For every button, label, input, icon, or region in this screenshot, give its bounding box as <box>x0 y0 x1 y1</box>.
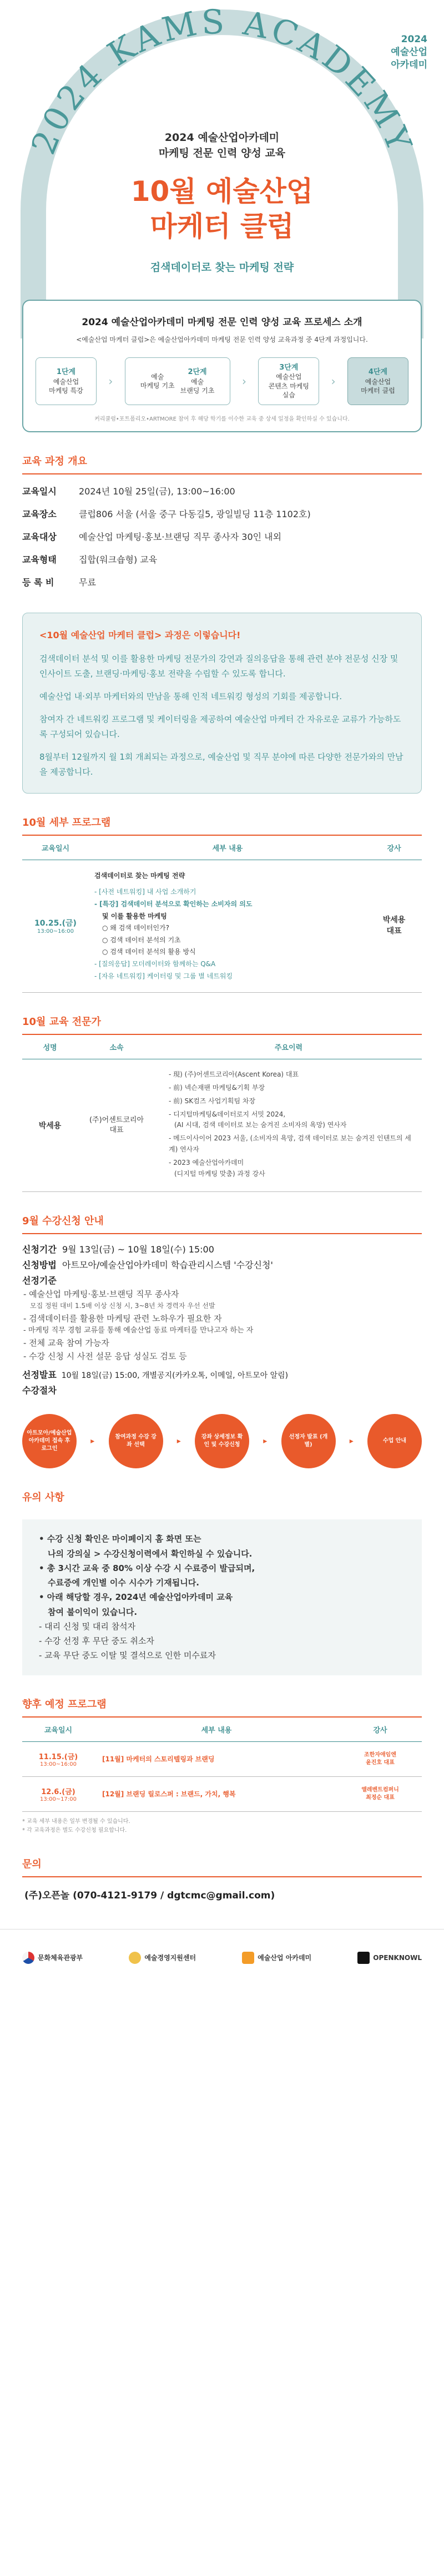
apply-criteria <box>22 1274 422 1287</box>
overview-label: 교육대상 <box>22 532 57 542</box>
col-header-org: 소속 <box>78 1035 155 1059</box>
col-header-program: 세부 내용 <box>89 836 366 860</box>
table-header-row <box>22 1035 422 1059</box>
col-header-name: 성명 <box>22 1035 78 1059</box>
contact-info: (주)오픈놀 (070-4121-9179 / dgtcmc@gmail.com) <box>24 1890 275 1901</box>
arrow-right-icon: › <box>331 375 336 388</box>
step-line: 예술 <box>190 377 204 386</box>
highlight-paragraph: 검색데이터 분석 및 이를 활용한 마케팅 전문가의 강연과 질의응답을 통해 관련 분야 전문성 신장 및 인사이트 도출, 브랜딩·마케팅·홍보 전략을 수립할 수 있도록 합니다. <box>39 653 398 679</box>
flow-step: 참여과정 수강 강좌 선택 <box>109 1414 163 1468</box>
experts-heading: 10월 교육 전문가 <box>22 1014 422 1035</box>
highlight-paragraph: 8월부터 12월까지 월 1회 개최되는 과정으로, 예술산업 및 직무 분야에 따른 다양한 전문가와의 만남을 제공합니다. <box>39 751 403 777</box>
table-header-row <box>22 836 422 860</box>
overview-value: 2024년 10월 25일(금), 13:00~16:00 <box>79 486 235 497</box>
logo-openknowl <box>357 1952 422 1964</box>
highlight-paragraph: 예술산업 내·외부 마케터와의 만남을 통해 인적 네트워킹 형성의 기회를 제공합니다. <box>39 691 342 701</box>
criteria-item: - 수강 신청 시 사전 설문 응답 성실도 검토 등 <box>23 1351 187 1362</box>
apply-label: 수강절차 <box>22 1385 57 1396</box>
experts-section <box>22 1014 422 1192</box>
col-header-date: 교육일시 <box>22 836 89 860</box>
overview-value: 집합(워크숍형) 교육 <box>79 554 158 565</box>
detail-line: 및 이를 활용한 마케팅 <box>102 912 167 920</box>
arrow-right-icon: ▸ <box>263 1437 268 1446</box>
detail-line: - [특강] 검색데이터 분석으로 확인하는 소비자의 의도 <box>94 900 253 908</box>
step-stage: 3단계 <box>279 363 299 372</box>
hero-kicker-line1: 2024 예술산업아카데미 <box>164 132 280 144</box>
step-stage: 1단계 <box>56 368 76 377</box>
step-line: 브랜딩 기초 <box>180 386 215 395</box>
criteria-item: - 마케팅 직무 경험 교류를 통해 예술산업 동료 마케터를 만나고자 하는 자 <box>23 1326 254 1335</box>
upcoming-time: 13:00~17:00 <box>39 1796 77 1802</box>
overview-heading: 교육 과정 개요 <box>22 453 422 474</box>
criteria-item: - 전체 교육 참여 가능자 <box>23 1338 109 1348</box>
notice-line: - 대리 신청 및 대리 참석자 <box>39 1621 136 1632</box>
col-header-date: 교육일시 <box>22 1718 94 1742</box>
criteria-item: - 예술산업 마케팅·홍보·브랜딩 직무 종사자 <box>23 1289 179 1300</box>
apply-value: 9월 13일(금) ~ 10월 18일(수) 15:00 <box>62 1244 214 1255</box>
notice-section <box>22 1489 422 1675</box>
flow-step: 아트모아/예술산업아카데미 접속 후 로그인 <box>22 1414 77 1468</box>
apply-steps <box>22 1384 422 1397</box>
career-item: - 디지털마케팅&데이터로지 서밋 2024, <box>169 1110 286 1118</box>
flow-step: 강좌 상세정보 확인 및 수강신청 <box>195 1414 249 1468</box>
step-line: 실습 <box>282 391 295 399</box>
hero-corner-label <box>391 33 427 72</box>
upcoming-table <box>22 1718 422 1812</box>
hero-banner <box>0 0 444 339</box>
process-step-2 <box>125 357 230 405</box>
table-header-row <box>22 1718 422 1742</box>
detail-date: 10.25.(금) <box>34 919 77 928</box>
step-line: 예술산업 <box>53 377 79 386</box>
detail-line: ○ 검색 데이터 분석의 활용 방식 <box>102 948 196 956</box>
career-item: - 前) SK컴즈 사업기획팀 차장 <box>169 1097 256 1105</box>
expert-career <box>155 1059 422 1192</box>
apply-label: 선정발표 <box>22 1370 57 1381</box>
process-step-4 <box>347 357 408 405</box>
upcoming-date-cell <box>22 1741 94 1776</box>
step-line: 마케터 클럽 <box>361 386 395 395</box>
overview-row <box>22 507 422 520</box>
overview-label: 교육장소 <box>22 509 57 519</box>
corner-line3: 아카데미 <box>391 59 427 70</box>
upcoming-time: 13:00~16:00 <box>39 1761 77 1767</box>
step-stage: 2단계 <box>188 368 207 377</box>
arrow-right-icon: › <box>241 375 246 388</box>
apply-section <box>22 1213 422 1468</box>
apply-value: 아트모아/예술산업아카데미 학습관리시스템 '수강신청' <box>62 1260 273 1271</box>
logo-kams <box>129 1952 196 1964</box>
logo-text: 예술경영지원센터 <box>144 1954 196 1962</box>
upcoming-title: [12월] 브랜딩 릴로스퍼 : 브랜드, 가치, 행복 <box>94 1776 339 1811</box>
table-row <box>22 860 422 992</box>
apply-period <box>22 1243 422 1256</box>
hero-title-block <box>0 130 444 274</box>
footnote-line: * 각 교육과정은 별도 수강신청 필요합니다. <box>22 1827 127 1833</box>
overview-value: 무료 <box>79 577 96 588</box>
apply-method <box>22 1259 422 1272</box>
detail-program-title: 검색데이터로 찾는 마케팅 전략 <box>94 871 185 880</box>
career-item: - 現) (주)어센트코리아(Ascent Korea) 대표 <box>169 1070 299 1079</box>
process-card <box>22 300 422 432</box>
career-item: (AI 시대, 검색 데이터로 보는 숨겨진 소비자의 욕망) 연사자 <box>174 1121 347 1129</box>
step-stage: 4단계 <box>368 368 388 377</box>
process-note: 커리큘럼•포트폴리오•ARTMORE 참여 후 해당 학기를 이수한 교육 중 상세 일정을 확인하실 수 있습니다. <box>94 416 350 422</box>
overview-row <box>22 530 422 543</box>
instructor-title: 대표 <box>386 926 402 936</box>
step-line: 예술 <box>151 372 164 381</box>
footer-logos <box>0 1929 444 1989</box>
apply-label: 신청방법 <box>22 1260 57 1271</box>
contact-heading: 문의 <box>22 1856 422 1877</box>
upcoming-instructor <box>339 1741 422 1776</box>
detail-line: - [자유 네트워킹] 케이터링 및 그룹 별 네트워킹 <box>94 972 233 980</box>
step-line: 콘텐츠 마케팅 <box>268 382 309 390</box>
hero-subtitle: 검색데이터로 찾는 마케팅 전략 <box>150 261 294 274</box>
notice-heading: 유의 사항 <box>22 1492 64 1504</box>
overview-label: 교육일시 <box>22 486 57 497</box>
notice-line: • 수강 신청 확인은 마이페이지 홈 화면 또는 <box>39 1534 201 1544</box>
career-item: (디지털 마케팅 맞춤) 과정 강사 <box>174 1169 265 1178</box>
footnote-line: * 교육 세부 내용은 일부 변경될 수 있습니다. <box>22 1818 130 1825</box>
career-item: - 2023 예술산업아카데미 <box>169 1158 244 1166</box>
overview-value: 클럽806 서울 (서울 중구 다동길5, 광일빌딩 11층 1102호) <box>79 509 311 519</box>
hero-main-title <box>0 174 444 244</box>
hero-kicker <box>0 130 444 161</box>
logo-mcst <box>22 1952 83 1964</box>
overview-label: 등 록 비 <box>22 577 54 588</box>
highlight-box <box>22 613 422 794</box>
expert-name: 박세용 <box>22 1059 78 1192</box>
upcoming-instructor <box>339 1776 422 1811</box>
detail-line: ○ 왜 검색 데이터인가? <box>102 924 170 932</box>
criteria-item: 모집 정원 대비 1.5배 이상 신청 시, 3~8년 차 경력자 우선 선발 <box>30 1302 215 1310</box>
arrow-right-icon: › <box>108 375 113 388</box>
overview-row <box>22 553 422 565</box>
logo-text: OPENKNOWL <box>373 1953 422 1962</box>
arrow-right-icon: ▸ <box>349 1437 354 1446</box>
notice-line: - 교육 무단 중도 이탈 및 결석으로 인한 미수료자 <box>39 1650 216 1661</box>
process-description: <예술산업 마케터 클럽>은 예술산업아카데미 마케팅 전문 인력 양성 교육과정 중 4단계 과정입니다. <box>76 336 368 344</box>
notice-line: 수료증에 개인별 이수 시수가 기재됩니다. <box>48 1578 199 1588</box>
criteria-item: - 검색데이터를 활용한 마케팅 관련 노하우가 필요한 자 <box>23 1313 222 1324</box>
apply-heading: 9월 수강신청 안내 <box>22 1213 422 1234</box>
notice-line: • 총 3시간 교육 중 80% 이상 수강 시 수료증이 발급되며, <box>39 1563 255 1573</box>
apply-announce <box>22 1368 422 1382</box>
detail-table <box>22 836 422 993</box>
instructor-name: 박세용 <box>382 916 406 925</box>
flow-step: 수업 안내 <box>367 1414 422 1468</box>
table-row <box>22 1741 422 1776</box>
upcoming-instructor-name: 윤진호 대표 <box>366 1759 395 1766</box>
notice-line: • 아래 해당할 경우, 2024년 예술산업아카데미 교육 <box>39 1592 233 1603</box>
detail-instructor-cell <box>366 860 422 992</box>
detail-time: 13:00~16:00 <box>37 928 74 935</box>
notice-line: 참여 불이익이 있습니다. <box>48 1607 138 1617</box>
logo-text: 문화체육관광부 <box>38 1954 83 1962</box>
step-line: 예술산업 <box>276 373 302 381</box>
notice-line: - 수강 선정 후 무단 중도 취소자 <box>39 1636 154 1646</box>
step-line: 예술산업 <box>365 377 391 386</box>
process-title: 2024 예술산업아카데미 마케팅 전문 인력 양성 교육 프로세스 소개 <box>82 317 362 328</box>
upcoming-title: [11월] 마케터의 스토리텔링과 브랜딩 <box>94 1741 339 1776</box>
upcoming-heading: 향후 예정 프로그램 <box>22 1696 422 1718</box>
upcoming-footnote <box>22 1817 422 1835</box>
apply-flow <box>22 1414 422 1468</box>
corner-year: 2024 <box>401 34 427 45</box>
process-step-1 <box>36 357 97 405</box>
highlight-title: <10월 예술산업 마케터 클럽> 과정은 이렇습니다! <box>39 630 241 640</box>
expert-org-line: 대표 <box>109 1126 124 1135</box>
hero-arc-text: 2024 KAMS ACADEMY <box>24 2 420 160</box>
step-line: 마케팅 기초 <box>140 382 175 390</box>
detail-date-cell <box>22 860 89 992</box>
upcoming-section <box>22 1696 422 1835</box>
hero-main-line2: 마케터 클럽 <box>150 210 294 243</box>
process-steps <box>36 357 408 405</box>
detail-line: - [질의응답] 모더레이터와 함께하는 Q&A <box>94 959 216 968</box>
overview-label: 교육형태 <box>22 554 57 565</box>
table-row <box>22 1776 422 1811</box>
career-item: - 前) 넥슨재팬 마케팅&기획 부장 <box>169 1083 265 1092</box>
overview-value: 예술산업 마케팅·홍보·브랜딩 직무 종사자 30인 내외 <box>79 532 282 542</box>
career-item: - 메드이사이어 2023 서울, (소비자의 욕망, 검색 데이터로 보는 숨겨진 인텐트의 세계) 연사자 <box>169 1134 411 1153</box>
corner-line2: 예술산업 <box>391 46 427 58</box>
expert-org-line: (주)어센트코리아 <box>89 1116 144 1125</box>
overview-row <box>22 484 422 497</box>
col-header-program: 세부 내용 <box>94 1718 339 1742</box>
detail-section <box>22 815 422 993</box>
expert-org <box>78 1059 155 1192</box>
arrow-right-icon: ▸ <box>176 1437 181 1446</box>
apply-label: 신청기간 <box>22 1244 57 1255</box>
overview-row <box>22 575 422 588</box>
logo-academy <box>242 1952 311 1964</box>
taegeuk-icon <box>22 1952 34 1964</box>
detail-content-cell <box>89 860 366 992</box>
upcoming-date: 11.15.(금) <box>38 1752 78 1761</box>
col-header-instructor: 강사 <box>366 836 422 860</box>
hero-main-line1: 10월 예술산업 <box>130 175 314 208</box>
notice-line: 나의 강의실 > 수강신청이력에서 확인하실 수 있습니다. <box>48 1548 253 1559</box>
notice-box <box>22 1519 422 1675</box>
detail-line: - [사전 네트워킹] 내 사업 소개하기 <box>94 888 196 896</box>
step-line: 마케팅 특강 <box>49 386 83 395</box>
upcoming-instructor-org: 앨레벤트컴퍼니 <box>361 1786 399 1793</box>
upcoming-date-cell <box>22 1776 94 1811</box>
detail-line: ○ 검색 데이터 분석의 기초 <box>102 936 181 944</box>
process-step-3 <box>258 357 319 405</box>
apply-value: 10월 18일(금) 15:00, 개별공지(카카오톡, 이메일, 아트모아 알림) <box>61 1371 289 1381</box>
apply-label: 선정기준 <box>22 1275 57 1286</box>
flow-step: 선정자 발표 (개별) <box>281 1414 336 1468</box>
table-row <box>22 1059 422 1192</box>
contact-section <box>22 1856 422 1901</box>
hero-kicker-line2: 마케팅 전문 인력 양성 교육 <box>158 147 286 159</box>
highlight-paragraph: 참여자 간 네트워킹 프로그램 및 케이터링을 제공하여 예술산업 마케터 간 자유로운 교류가 가능하도록 구성되어 있습니다. <box>39 714 401 739</box>
logo-text: 예술산업 아카데미 <box>258 1954 312 1962</box>
academy-logo-icon <box>242 1952 254 1964</box>
col-header-career: 주요이력 <box>155 1035 422 1059</box>
col-header-instructor: 강사 <box>339 1718 422 1742</box>
upcoming-instructor-name: 최정순 대표 <box>366 1794 395 1801</box>
arrow-right-icon: ▸ <box>90 1437 95 1446</box>
overview-section <box>22 453 422 794</box>
openknowl-logo-icon <box>357 1952 370 1964</box>
detail-heading: 10월 세부 프로그램 <box>22 815 422 836</box>
kams-logo-icon <box>129 1952 141 1964</box>
experts-table <box>22 1035 422 1192</box>
upcoming-date: 12.6.(금) <box>41 1787 75 1796</box>
upcoming-instructor-org: 조한자애임엔 <box>364 1751 396 1758</box>
